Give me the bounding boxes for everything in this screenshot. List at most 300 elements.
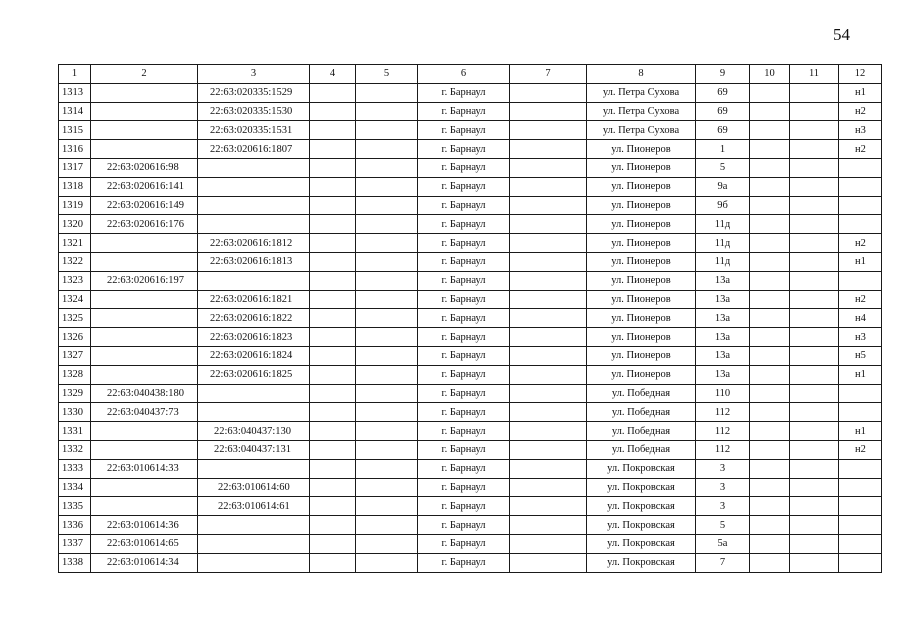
registry-body bbox=[59, 83, 882, 572]
cadastral-number-premises bbox=[198, 384, 310, 403]
column-header-10: 10 bbox=[750, 65, 790, 84]
column-5-cell bbox=[356, 83, 418, 102]
column-5-cell bbox=[356, 121, 418, 140]
column-11-cell bbox=[790, 102, 839, 121]
column-4-cell bbox=[310, 384, 356, 403]
settlement-cell: г. Барнаул bbox=[418, 365, 510, 384]
column-7-cell bbox=[510, 384, 587, 403]
premises-number-cell: н2 bbox=[839, 290, 882, 309]
column-7-cell bbox=[510, 328, 587, 347]
settlement-cell: г. Барнаул bbox=[418, 158, 510, 177]
cadastral-number-land: 22:63:020616:176 bbox=[91, 215, 198, 234]
column-4-cell bbox=[310, 215, 356, 234]
row-number: 1314 bbox=[59, 102, 91, 121]
house-number-cell: 69 bbox=[696, 83, 750, 102]
cadastral-number-premises bbox=[198, 553, 310, 572]
column-11-cell bbox=[790, 158, 839, 177]
house-number-cell: 112 bbox=[696, 403, 750, 422]
settlement-cell: г. Барнаул bbox=[418, 102, 510, 121]
row-number: 1328 bbox=[59, 365, 91, 384]
column-11-cell bbox=[790, 346, 839, 365]
settlement-cell: г. Барнаул bbox=[418, 271, 510, 290]
row-number: 1319 bbox=[59, 196, 91, 215]
street-cell: ул. Пионеров bbox=[587, 309, 696, 328]
column-10-cell bbox=[750, 83, 790, 102]
street-cell: ул. Петра Сухова bbox=[587, 83, 696, 102]
cadastral-number-land bbox=[91, 365, 198, 384]
column-11-cell bbox=[790, 553, 839, 572]
column-header-7: 7 bbox=[510, 65, 587, 84]
column-4-cell bbox=[310, 328, 356, 347]
cadastral-number-land bbox=[91, 478, 198, 497]
settlement-cell: г. Барнаул bbox=[418, 290, 510, 309]
column-10-cell bbox=[750, 196, 790, 215]
cadastral-number-land bbox=[91, 440, 198, 459]
premises-number-cell bbox=[839, 271, 882, 290]
premises-number-cell bbox=[839, 196, 882, 215]
table-row bbox=[59, 516, 882, 535]
table-row bbox=[59, 290, 882, 309]
house-number-cell: 13а bbox=[696, 290, 750, 309]
column-7-cell bbox=[510, 309, 587, 328]
table-row bbox=[59, 140, 882, 159]
column-header-4: 4 bbox=[310, 65, 356, 84]
house-number-cell: 13а bbox=[696, 365, 750, 384]
cadastral-number-premises: 22:63:020616:1821 bbox=[198, 290, 310, 309]
premises-number-cell: н1 bbox=[839, 422, 882, 441]
row-number: 1320 bbox=[59, 215, 91, 234]
street-cell: ул. Петра Сухова bbox=[587, 102, 696, 121]
cadastral-number-premises: 22:63:020616:1823 bbox=[198, 328, 310, 347]
column-10-cell bbox=[750, 497, 790, 516]
settlement-cell: г. Барнаул bbox=[418, 516, 510, 535]
column-7-cell bbox=[510, 196, 587, 215]
house-number-cell: 13а bbox=[696, 346, 750, 365]
column-7-cell bbox=[510, 497, 587, 516]
cadastral-number-land bbox=[91, 83, 198, 102]
cadastral-number-land bbox=[91, 328, 198, 347]
column-4-cell bbox=[310, 516, 356, 535]
cadastral-number-premises: 22:63:040437:130 bbox=[198, 422, 310, 441]
column-7-cell bbox=[510, 459, 587, 478]
cadastral-number-premises: 22:63:020616:1822 bbox=[198, 309, 310, 328]
cadastral-number-premises bbox=[198, 196, 310, 215]
table-row bbox=[59, 440, 882, 459]
table-row bbox=[59, 459, 882, 478]
cadastral-number-premises: 22:63:020616:1807 bbox=[198, 140, 310, 159]
row-number: 1337 bbox=[59, 534, 91, 553]
column-4-cell bbox=[310, 440, 356, 459]
cadastral-number-premises bbox=[198, 158, 310, 177]
cadastral-number-land: 22:63:020616:141 bbox=[91, 177, 198, 196]
premises-number-cell bbox=[839, 177, 882, 196]
row-number: 1335 bbox=[59, 497, 91, 516]
cadastral-number-land bbox=[91, 140, 198, 159]
street-cell: ул. Пионеров bbox=[587, 252, 696, 271]
column-7-cell bbox=[510, 158, 587, 177]
cadastral-number-land: 22:63:010614:36 bbox=[91, 516, 198, 535]
cadastral-number-land: 22:63:020616:98 bbox=[91, 158, 198, 177]
column-7-cell bbox=[510, 403, 587, 422]
column-7-cell bbox=[510, 478, 587, 497]
column-header-12: 12 bbox=[839, 65, 882, 84]
row-number: 1322 bbox=[59, 252, 91, 271]
cadastral-number-land bbox=[91, 121, 198, 140]
street-cell: ул. Пионеров bbox=[587, 196, 696, 215]
cadastral-number-land: 22:63:040438:180 bbox=[91, 384, 198, 403]
row-number: 1321 bbox=[59, 234, 91, 253]
column-10-cell bbox=[750, 516, 790, 535]
cadastral-number-premises: 22:63:020616:1824 bbox=[198, 346, 310, 365]
table-row bbox=[59, 497, 882, 516]
cadastral-number-land: 22:63:020616:197 bbox=[91, 271, 198, 290]
cadastral-number-premises bbox=[198, 271, 310, 290]
column-10-cell bbox=[750, 271, 790, 290]
column-7-cell bbox=[510, 121, 587, 140]
column-5-cell bbox=[356, 459, 418, 478]
column-5-cell bbox=[356, 534, 418, 553]
column-4-cell bbox=[310, 346, 356, 365]
column-header-6: 6 bbox=[418, 65, 510, 84]
column-5-cell bbox=[356, 365, 418, 384]
column-4-cell bbox=[310, 459, 356, 478]
row-number: 1329 bbox=[59, 384, 91, 403]
house-number-cell: 1 bbox=[696, 140, 750, 159]
premises-number-cell: н1 bbox=[839, 252, 882, 271]
settlement-cell: г. Барнаул bbox=[418, 140, 510, 159]
settlement-cell: г. Барнаул bbox=[418, 234, 510, 253]
cadastral-number-premises bbox=[198, 516, 310, 535]
column-5-cell bbox=[356, 252, 418, 271]
row-number: 1316 bbox=[59, 140, 91, 159]
column-4-cell bbox=[310, 553, 356, 572]
street-cell: ул. Пионеров bbox=[587, 365, 696, 384]
column-4-cell bbox=[310, 534, 356, 553]
column-10-cell bbox=[750, 440, 790, 459]
premises-number-cell bbox=[839, 497, 882, 516]
house-number-cell: 110 bbox=[696, 384, 750, 403]
column-7-cell bbox=[510, 553, 587, 572]
column-5-cell bbox=[356, 328, 418, 347]
column-7-cell bbox=[510, 346, 587, 365]
settlement-cell: г. Барнаул bbox=[418, 497, 510, 516]
street-cell: ул. Пионеров bbox=[587, 215, 696, 234]
table-row bbox=[59, 196, 882, 215]
column-11-cell bbox=[790, 83, 839, 102]
column-7-cell bbox=[510, 102, 587, 121]
cadastral-number-premises bbox=[198, 403, 310, 422]
row-number: 1327 bbox=[59, 346, 91, 365]
house-number-cell: 13а bbox=[696, 328, 750, 347]
column-5-cell bbox=[356, 140, 418, 159]
cadastral-number-land: 22:63:040437:73 bbox=[91, 403, 198, 422]
street-cell: ул. Победная bbox=[587, 384, 696, 403]
column-5-cell bbox=[356, 309, 418, 328]
street-cell: ул. Покровская bbox=[587, 534, 696, 553]
column-5-cell bbox=[356, 478, 418, 497]
premises-number-cell: н5 bbox=[839, 346, 882, 365]
column-4-cell bbox=[310, 252, 356, 271]
column-10-cell bbox=[750, 365, 790, 384]
column-11-cell bbox=[790, 440, 839, 459]
street-cell: ул. Покровская bbox=[587, 478, 696, 497]
row-number: 1326 bbox=[59, 328, 91, 347]
house-number-cell: 7 bbox=[696, 553, 750, 572]
premises-number-cell bbox=[839, 534, 882, 553]
cadastral-number-land bbox=[91, 290, 198, 309]
column-11-cell bbox=[790, 252, 839, 271]
settlement-cell: г. Барнаул bbox=[418, 121, 510, 140]
column-11-cell bbox=[790, 384, 839, 403]
column-7-cell bbox=[510, 83, 587, 102]
cadastral-number-premises bbox=[198, 534, 310, 553]
settlement-cell: г. Барнаул bbox=[418, 83, 510, 102]
settlement-cell: г. Барнаул bbox=[418, 459, 510, 478]
cadastral-number-land: 22:63:020616:149 bbox=[91, 196, 198, 215]
row-number: 1313 bbox=[59, 83, 91, 102]
column-11-cell bbox=[790, 422, 839, 441]
column-header-9: 9 bbox=[696, 65, 750, 84]
street-cell: ул. Пионеров bbox=[587, 290, 696, 309]
column-11-cell bbox=[790, 196, 839, 215]
column-11-cell bbox=[790, 497, 839, 516]
settlement-cell: г. Барнаул bbox=[418, 478, 510, 497]
street-cell: ул. Победная bbox=[587, 440, 696, 459]
settlement-cell: г. Барнаул bbox=[418, 328, 510, 347]
street-cell: ул. Покровская bbox=[587, 497, 696, 516]
column-5-cell bbox=[356, 196, 418, 215]
column-4-cell bbox=[310, 422, 356, 441]
row-number: 1332 bbox=[59, 440, 91, 459]
column-4-cell bbox=[310, 478, 356, 497]
column-11-cell bbox=[790, 271, 839, 290]
settlement-cell: г. Барнаул bbox=[418, 403, 510, 422]
cadastral-number-premises bbox=[198, 459, 310, 478]
column-5-cell bbox=[356, 516, 418, 535]
house-number-cell: 112 bbox=[696, 440, 750, 459]
table-row bbox=[59, 215, 882, 234]
row-number: 1318 bbox=[59, 177, 91, 196]
house-number-cell: 11д bbox=[696, 252, 750, 271]
column-7-cell bbox=[510, 271, 587, 290]
premises-number-cell: н2 bbox=[839, 140, 882, 159]
column-4-cell bbox=[310, 365, 356, 384]
row-number: 1336 bbox=[59, 516, 91, 535]
column-10-cell bbox=[750, 422, 790, 441]
street-cell: ул. Петра Сухова bbox=[587, 121, 696, 140]
house-number-cell: 5а bbox=[696, 534, 750, 553]
cadastral-number-land bbox=[91, 346, 198, 365]
street-cell: ул. Пионеров bbox=[587, 177, 696, 196]
column-4-cell bbox=[310, 140, 356, 159]
table-row bbox=[59, 553, 882, 572]
settlement-cell: г. Барнаул bbox=[418, 215, 510, 234]
house-number-cell: 13а bbox=[696, 271, 750, 290]
table-row bbox=[59, 309, 882, 328]
cadastral-number-premises: 22:63:010614:61 bbox=[198, 497, 310, 516]
premises-number-cell bbox=[839, 403, 882, 422]
house-number-cell: 13а bbox=[696, 309, 750, 328]
table-row bbox=[59, 234, 882, 253]
column-11-cell bbox=[790, 234, 839, 253]
house-number-cell: 3 bbox=[696, 459, 750, 478]
column-header-5: 5 bbox=[356, 65, 418, 84]
column-5-cell bbox=[356, 271, 418, 290]
column-11-cell bbox=[790, 328, 839, 347]
column-header-11: 11 bbox=[790, 65, 839, 84]
column-11-cell bbox=[790, 365, 839, 384]
premises-number-cell bbox=[839, 516, 882, 535]
street-cell: ул. Пионеров bbox=[587, 234, 696, 253]
column-11-cell bbox=[790, 121, 839, 140]
row-number: 1333 bbox=[59, 459, 91, 478]
cadastral-number-land: 22:63:010614:33 bbox=[91, 459, 198, 478]
cadastral-number-premises bbox=[198, 177, 310, 196]
column-10-cell bbox=[750, 534, 790, 553]
column-header-3: 3 bbox=[198, 65, 310, 84]
column-5-cell bbox=[356, 158, 418, 177]
column-10-cell bbox=[750, 403, 790, 422]
column-header-2: 2 bbox=[91, 65, 198, 84]
cadastral-number-land bbox=[91, 234, 198, 253]
premises-number-cell: н1 bbox=[839, 83, 882, 102]
table-row bbox=[59, 328, 882, 347]
column-7-cell bbox=[510, 534, 587, 553]
row-number: 1331 bbox=[59, 422, 91, 441]
column-11-cell bbox=[790, 215, 839, 234]
column-5-cell bbox=[356, 422, 418, 441]
column-5-cell bbox=[356, 215, 418, 234]
column-7-cell bbox=[510, 234, 587, 253]
column-10-cell bbox=[750, 328, 790, 347]
row-number: 1338 bbox=[59, 553, 91, 572]
table-row bbox=[59, 177, 882, 196]
row-number: 1323 bbox=[59, 271, 91, 290]
street-cell: ул. Пионеров bbox=[587, 140, 696, 159]
column-11-cell bbox=[790, 478, 839, 497]
cadastral-number-land: 22:63:010614:34 bbox=[91, 553, 198, 572]
column-10-cell bbox=[750, 346, 790, 365]
column-4-cell bbox=[310, 121, 356, 140]
table-row bbox=[59, 83, 882, 102]
registry-table bbox=[58, 64, 882, 573]
column-5-cell bbox=[356, 384, 418, 403]
column-10-cell bbox=[750, 234, 790, 253]
column-4-cell bbox=[310, 290, 356, 309]
settlement-cell: г. Барнаул bbox=[418, 422, 510, 441]
table-row bbox=[59, 121, 882, 140]
premises-number-cell: н1 bbox=[839, 365, 882, 384]
row-number: 1315 bbox=[59, 121, 91, 140]
column-10-cell bbox=[750, 215, 790, 234]
street-cell: ул. Пионеров bbox=[587, 328, 696, 347]
street-cell: ул. Пионеров bbox=[587, 271, 696, 290]
house-number-cell: 5 bbox=[696, 516, 750, 535]
cadastral-number-premises: 22:63:040437:131 bbox=[198, 440, 310, 459]
column-10-cell bbox=[750, 158, 790, 177]
column-5-cell bbox=[356, 290, 418, 309]
house-number-cell: 3 bbox=[696, 478, 750, 497]
column-4-cell bbox=[310, 177, 356, 196]
column-5-cell bbox=[356, 440, 418, 459]
column-11-cell bbox=[790, 140, 839, 159]
column-5-cell bbox=[356, 102, 418, 121]
column-11-cell bbox=[790, 516, 839, 535]
table-row bbox=[59, 252, 882, 271]
column-4-cell bbox=[310, 403, 356, 422]
column-10-cell bbox=[750, 121, 790, 140]
cadastral-number-premises: 22:63:020335:1530 bbox=[198, 102, 310, 121]
column-5-cell bbox=[356, 346, 418, 365]
cadastral-number-land bbox=[91, 497, 198, 516]
column-4-cell bbox=[310, 158, 356, 177]
column-5-cell bbox=[356, 177, 418, 196]
settlement-cell: г. Барнаул bbox=[418, 309, 510, 328]
column-11-cell bbox=[790, 177, 839, 196]
column-4-cell bbox=[310, 83, 356, 102]
cadastral-number-premises: 22:63:020616:1812 bbox=[198, 234, 310, 253]
column-7-cell bbox=[510, 422, 587, 441]
column-7-cell bbox=[510, 365, 587, 384]
row-number: 1325 bbox=[59, 309, 91, 328]
house-number-cell: 112 bbox=[696, 422, 750, 441]
table-row bbox=[59, 534, 882, 553]
column-10-cell bbox=[750, 252, 790, 271]
row-number: 1334 bbox=[59, 478, 91, 497]
settlement-cell: г. Барнаул bbox=[418, 196, 510, 215]
settlement-cell: г. Барнаул bbox=[418, 553, 510, 572]
column-11-cell bbox=[790, 309, 839, 328]
column-10-cell bbox=[750, 478, 790, 497]
settlement-cell: г. Барнаул bbox=[418, 346, 510, 365]
column-10-cell bbox=[750, 290, 790, 309]
column-11-cell bbox=[790, 403, 839, 422]
column-7-cell bbox=[510, 290, 587, 309]
table-row bbox=[59, 271, 882, 290]
page-number: 54 bbox=[833, 25, 850, 44]
cadastral-number-premises: 22:63:010614:60 bbox=[198, 478, 310, 497]
cadastral-number-land bbox=[91, 102, 198, 121]
table-row bbox=[59, 102, 882, 121]
house-number-cell: 69 bbox=[696, 102, 750, 121]
table-row bbox=[59, 365, 882, 384]
row-number: 1330 bbox=[59, 403, 91, 422]
cadastral-number-premises: 22:63:020616:1813 bbox=[198, 252, 310, 271]
street-cell: ул. Покровская bbox=[587, 459, 696, 478]
cadastral-number-land bbox=[91, 422, 198, 441]
settlement-cell: г. Барнаул bbox=[418, 177, 510, 196]
cadastral-number-premises: 22:63:020335:1531 bbox=[198, 121, 310, 140]
column-4-cell bbox=[310, 102, 356, 121]
column-5-cell bbox=[356, 234, 418, 253]
column-7-cell bbox=[510, 516, 587, 535]
cadastral-number-premises bbox=[198, 215, 310, 234]
column-5-cell bbox=[356, 553, 418, 572]
street-cell: ул. Пионеров bbox=[587, 346, 696, 365]
column-header-8: 8 bbox=[587, 65, 696, 84]
column-10-cell bbox=[750, 384, 790, 403]
house-number-cell: 3 bbox=[696, 497, 750, 516]
premises-number-cell bbox=[839, 459, 882, 478]
column-10-cell bbox=[750, 459, 790, 478]
premises-number-cell: н3 bbox=[839, 328, 882, 347]
premises-number-cell: н2 bbox=[839, 440, 882, 459]
house-number-cell: 11д bbox=[696, 234, 750, 253]
cadastral-number-land bbox=[91, 252, 198, 271]
column-4-cell bbox=[310, 196, 356, 215]
column-4-cell bbox=[310, 309, 356, 328]
premises-number-cell: н4 bbox=[839, 309, 882, 328]
